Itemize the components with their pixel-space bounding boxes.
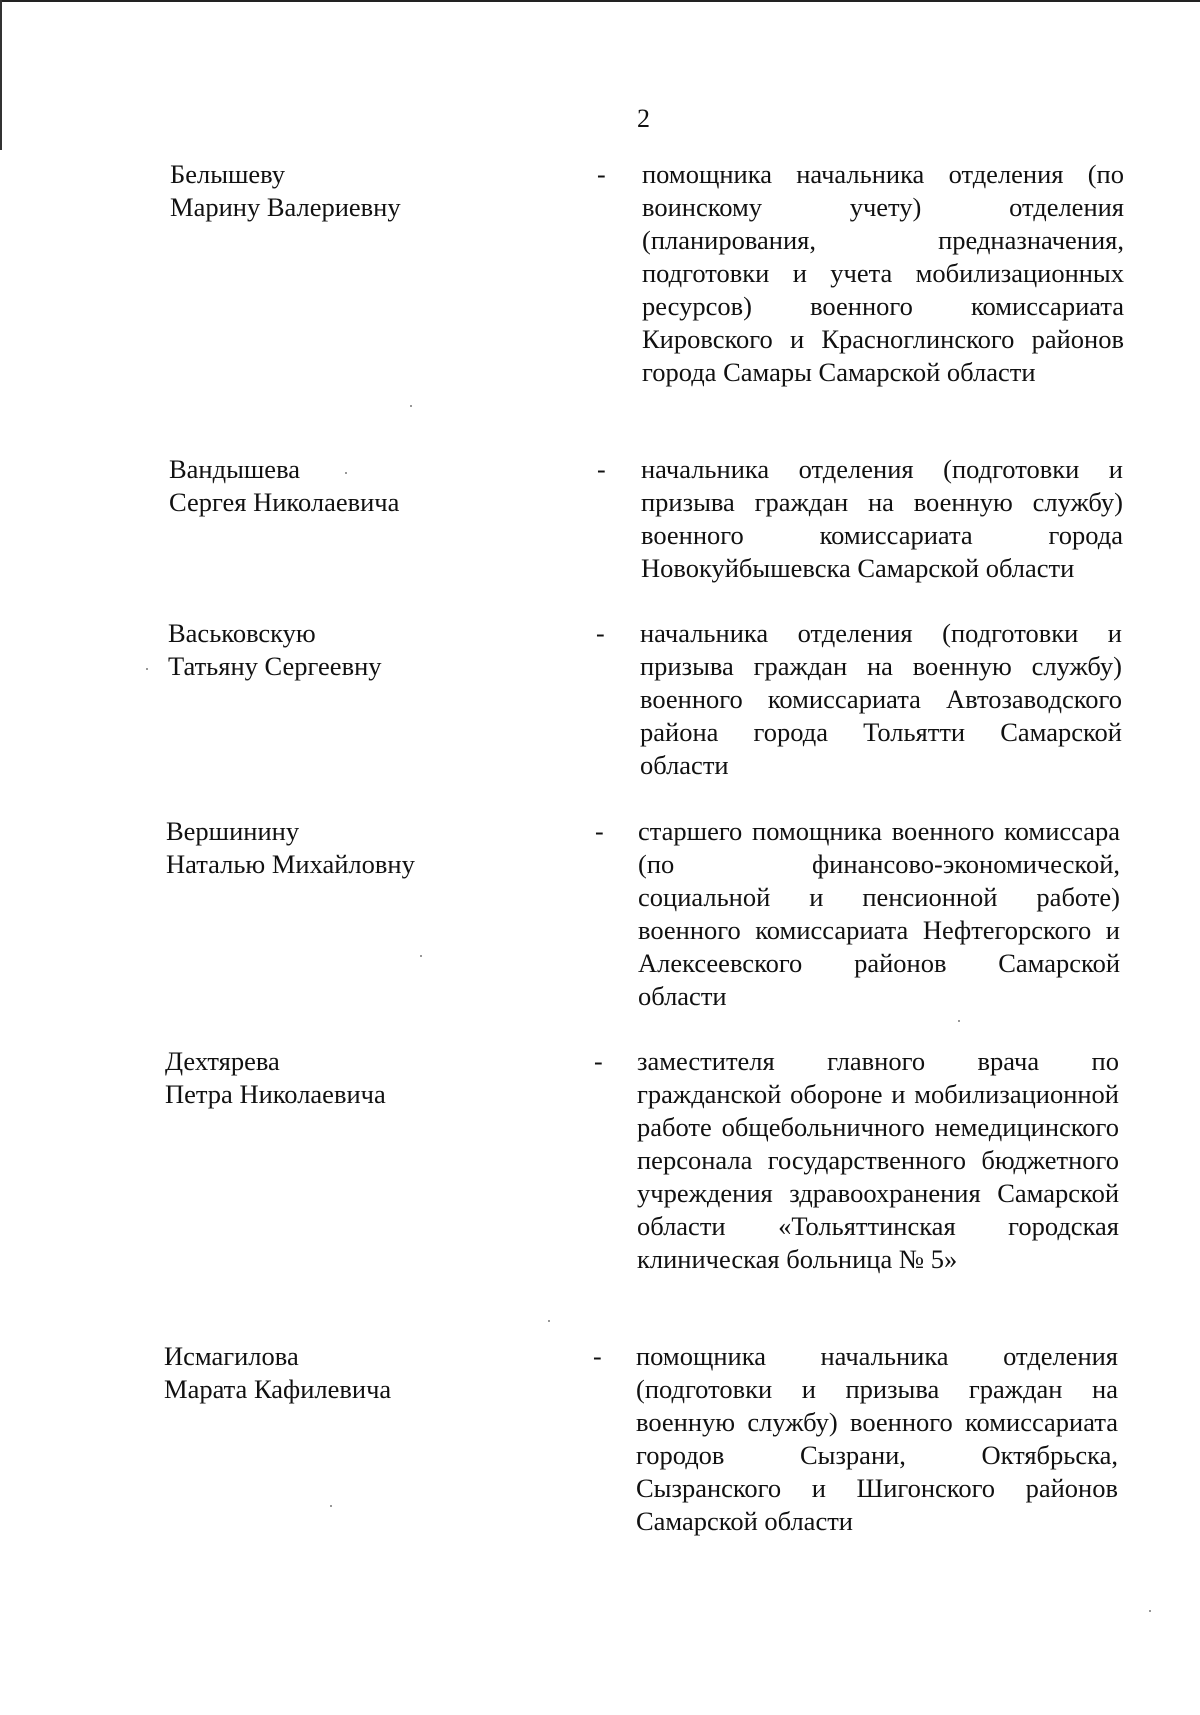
- surname: Дехтярева: [165, 1046, 280, 1076]
- surname: Вершинину: [166, 816, 300, 846]
- given-names: Марину Валериевну: [170, 192, 401, 222]
- separator-dash: -: [597, 160, 606, 189]
- scan-speck: [958, 1020, 960, 1022]
- scan-speck: [548, 1320, 550, 1322]
- given-names: Марата Кафилевича: [164, 1374, 392, 1404]
- scan-top-edge: [0, 0, 1200, 2]
- person-name: [165, 1045, 495, 1111]
- separator-dash: -: [594, 1047, 603, 1076]
- position-text: помощника начальника отделения (по воинскому учету) отделения (планирования, предназначения, подготовки и учета мобилизационных ресурсов) военного комиссариата Кировского и Красноглинского районов города Самары Самарской области: [642, 159, 1124, 387]
- separator-dash: -: [593, 1342, 602, 1371]
- person-name: [164, 1340, 494, 1406]
- scan-speck: [345, 472, 347, 474]
- position-text: помощника начальника отделения (подготовки и призыва граждан на военную службу) военного комиссариата городов Сызрани, Октябрьска, Сызранского и Шигонского районов Самарской области: [636, 1341, 1118, 1536]
- page-number: 2: [637, 104, 650, 133]
- scan-speck: [146, 668, 148, 670]
- separator-dash: -: [597, 455, 606, 484]
- position-text: заместителя главного врача по гражданской обороне и мобилизационной работе общебольничного немедицинского персонала государственного бюджетного учреждения здравоохранения Самарской области «Тольяттинская городская клиническая больница № 5»: [637, 1046, 1119, 1274]
- separator-dash: -: [595, 817, 604, 846]
- given-names: Сергея Николаевича: [169, 487, 400, 517]
- scan-speck: [410, 405, 412, 407]
- scan-left-edge: [0, 0, 2, 150]
- surname: Вандышева: [169, 454, 300, 484]
- scan-speck: [1149, 1610, 1151, 1612]
- position-text: начальника отделения (подготовки и призыва граждан на военную службу) военного комиссариата города Новокуйбышевска Самарской области: [641, 454, 1123, 583]
- person-name: [166, 815, 496, 881]
- surname: Исмагилова: [164, 1341, 299, 1371]
- given-names: Петра Николаевича: [165, 1079, 386, 1109]
- surname: Белышеву: [170, 159, 286, 189]
- scan-speck: [420, 955, 422, 957]
- person-name: [169, 453, 499, 519]
- person-name: [168, 617, 498, 683]
- person-name: [170, 158, 500, 224]
- given-names: Наталью Михайловну: [166, 849, 415, 879]
- position-text: начальника отделения (подготовки и призыва граждан на военную службу) военного комиссариата Автозаводского района города Тольятти Самарской области: [640, 618, 1122, 780]
- position-text: старшего помощника военного комиссара (по финансово-экономической, социальной и пенсионной работе) военного комиссариата Нефтегорского и Алексеевского районов Самарской области: [638, 816, 1120, 1011]
- scan-speck: [330, 1505, 332, 1507]
- surname: Васьковскую: [168, 618, 316, 648]
- separator-dash: -: [596, 619, 605, 648]
- given-names: Татьяну Сергеевну: [168, 651, 382, 681]
